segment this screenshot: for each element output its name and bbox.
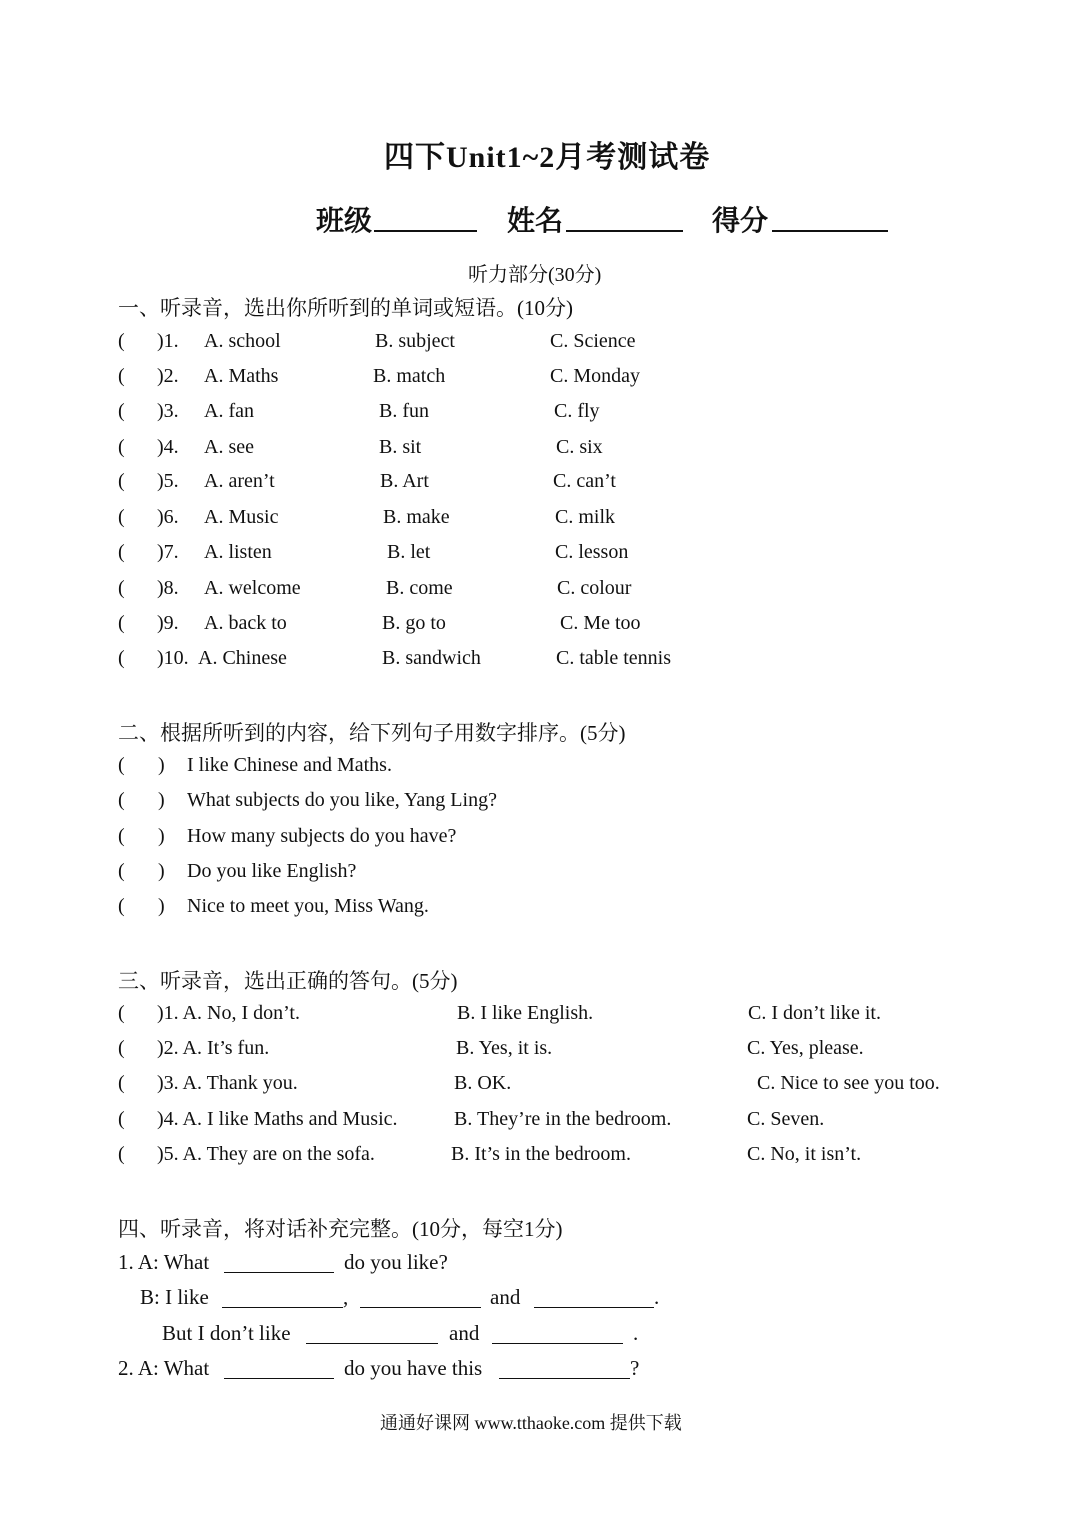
- option-b: B. I like English.: [457, 1002, 594, 1024]
- option-c: C. Nice to see you too.: [757, 1072, 940, 1094]
- dialog-punct: .: [654, 1285, 660, 1309]
- dialog-punct: ?: [630, 1356, 640, 1380]
- option-c: C. can’t: [553, 470, 616, 492]
- page-title: 四下Unit1~2月考测试卷: [384, 141, 711, 174]
- option-a: )1. A. No, I don’t.: [157, 1002, 300, 1024]
- answer-bracket[interactable]: (: [118, 577, 125, 599]
- name-blank[interactable]: [566, 208, 683, 232]
- option-c: C. Monday: [550, 365, 640, 387]
- answer-bracket-close: ): [158, 895, 165, 917]
- answer-bracket[interactable]: (: [118, 1143, 125, 1165]
- score-label: 得分: [712, 206, 769, 237]
- option-c: C. Seven.: [747, 1108, 825, 1130]
- answer-bracket[interactable]: (: [118, 895, 125, 917]
- option-b: B. subject: [375, 330, 455, 352]
- sentence: I like Chinese and Maths.: [187, 754, 392, 776]
- option-a: )3. A. Thank you.: [157, 1072, 298, 1094]
- option-b: B. sandwich: [382, 647, 481, 669]
- answer-bracket-close: ): [158, 860, 165, 882]
- fill-blank[interactable]: [360, 1289, 481, 1308]
- dialog-text: do you like?: [344, 1250, 448, 1274]
- fill-blank[interactable]: [499, 1360, 630, 1379]
- option-c: C. table tennis: [556, 647, 671, 669]
- option-b: B. go to: [382, 612, 446, 634]
- answer-bracket[interactable]: (: [118, 1002, 125, 1024]
- question-number: )6.: [157, 506, 179, 528]
- question-number: )1.: [157, 330, 179, 352]
- option-c: C. colour: [557, 577, 632, 599]
- option-a: A. aren’t: [204, 470, 275, 492]
- listening-heading: 听力部分(30分): [468, 264, 602, 286]
- option-b: B. Art: [380, 470, 429, 492]
- answer-bracket[interactable]: (: [118, 789, 125, 811]
- option-b: B. let: [387, 541, 431, 563]
- option-a: A. back to: [204, 612, 287, 634]
- option-a: A. see: [204, 436, 254, 458]
- option-c: C. six: [556, 436, 603, 458]
- option-c: C. I don’t like it.: [748, 1002, 881, 1024]
- answer-bracket[interactable]: (: [118, 612, 125, 634]
- option-b: B. come: [386, 577, 453, 599]
- answer-bracket[interactable]: (: [118, 1108, 125, 1130]
- option-c: C. No, it isn’t.: [747, 1143, 862, 1165]
- answer-bracket-close: ): [158, 754, 165, 776]
- answer-bracket[interactable]: (: [118, 506, 125, 528]
- option-b: B. match: [373, 365, 446, 387]
- answer-bracket[interactable]: (: [118, 860, 125, 882]
- answer-bracket[interactable]: (: [118, 400, 125, 422]
- dialog-text: But I don’t like: [162, 1321, 291, 1345]
- fill-blank[interactable]: [224, 1254, 334, 1273]
- option-b: B. Yes, it is.: [456, 1037, 553, 1059]
- footer-credit: 通通好课网 www.tthaoke.com 提供下载: [380, 1413, 682, 1433]
- option-c: C. fly: [554, 400, 600, 422]
- sentence: Nice to meet you, Miss Wang.: [187, 895, 429, 917]
- question-number: )8.: [157, 577, 179, 599]
- option-a: A. fan: [204, 400, 254, 422]
- option-b: B. OK.: [454, 1072, 512, 1094]
- answer-bracket[interactable]: (: [118, 541, 125, 563]
- option-c: C. Yes, please.: [747, 1037, 864, 1059]
- question-number: )10.: [157, 647, 189, 669]
- sentence: Do you like English?: [187, 860, 357, 882]
- answer-bracket[interactable]: (: [118, 330, 125, 352]
- option-a: )4. A. I like Maths and Music.: [157, 1108, 398, 1130]
- answer-bracket[interactable]: (: [118, 470, 125, 492]
- fill-blank[interactable]: [224, 1360, 334, 1379]
- option-a: A. school: [204, 330, 281, 352]
- dialog-text: and: [449, 1321, 480, 1345]
- option-a: A. Chinese: [198, 647, 287, 669]
- option-c: C. Science: [550, 330, 636, 352]
- fill-blank[interactable]: [492, 1325, 623, 1344]
- answer-bracket[interactable]: (: [118, 647, 125, 669]
- option-a: )5. A. They are on the sofa.: [157, 1143, 375, 1165]
- dialog-punct: ,: [343, 1285, 349, 1309]
- section1-heading: 一、听录音，选出你所听到的单词或短语。(10分): [118, 296, 573, 320]
- fill-blank[interactable]: [306, 1325, 438, 1344]
- question-number: )2.: [157, 365, 179, 387]
- option-a: A. Music: [204, 506, 279, 528]
- question-number: )9.: [157, 612, 179, 634]
- dialog-text: and: [490, 1285, 521, 1309]
- section3-heading: 三、听录音，选出正确的答句。(5分): [118, 969, 458, 993]
- answer-bracket-close: ): [158, 825, 165, 847]
- answer-bracket[interactable]: (: [118, 754, 125, 776]
- answer-bracket[interactable]: (: [118, 436, 125, 458]
- question-number: )4.: [157, 436, 179, 458]
- answer-bracket[interactable]: (: [118, 1037, 125, 1059]
- option-c: C. milk: [555, 506, 616, 528]
- dialog-text: B: I like: [140, 1285, 209, 1309]
- class-label: 班级: [316, 206, 373, 237]
- section4-heading: 四、听录音，将对话补充完整。(10分，每空1分): [118, 1217, 563, 1241]
- fill-blank[interactable]: [222, 1289, 343, 1308]
- dialog-text: do you have this: [344, 1356, 483, 1380]
- name-label: 姓名: [507, 206, 564, 237]
- option-b: B. They’re in the bedroom.: [454, 1108, 672, 1130]
- dialog-punct: .: [633, 1321, 639, 1345]
- option-b: B. fun: [379, 400, 429, 422]
- question-number: )7.: [157, 541, 179, 563]
- answer-bracket[interactable]: (: [118, 825, 125, 847]
- option-b: B. make: [383, 506, 450, 528]
- option-a: )2. A. It’s fun.: [157, 1037, 270, 1059]
- option-a: A. listen: [204, 541, 272, 563]
- option-a: A. welcome: [204, 577, 301, 599]
- sentence: What subjects do you like, Yang Ling?: [187, 789, 497, 811]
- class-blank[interactable]: [374, 208, 477, 232]
- dialog-text: 1. A: What: [118, 1250, 210, 1274]
- answer-bracket-close: ): [158, 789, 165, 811]
- option-c: C. Me too: [560, 612, 641, 634]
- option-a: A. Maths: [204, 365, 279, 387]
- option-b: B. sit: [379, 436, 422, 458]
- sentence: How many subjects do you have?: [187, 825, 457, 847]
- answer-bracket[interactable]: (: [118, 365, 125, 387]
- question-number: )3.: [157, 400, 179, 422]
- option-c: C. lesson: [555, 541, 629, 563]
- section2-heading: 二、根据所听到的内容，给下列句子用数字排序。(5分): [118, 721, 626, 745]
- dialog-text: 2. A: What: [118, 1356, 210, 1380]
- option-b: B. It’s in the bedroom.: [451, 1143, 631, 1165]
- question-number: )5.: [157, 470, 179, 492]
- answer-bracket[interactable]: (: [118, 1072, 125, 1094]
- score-blank[interactable]: [772, 208, 888, 232]
- fill-blank[interactable]: [534, 1289, 654, 1308]
